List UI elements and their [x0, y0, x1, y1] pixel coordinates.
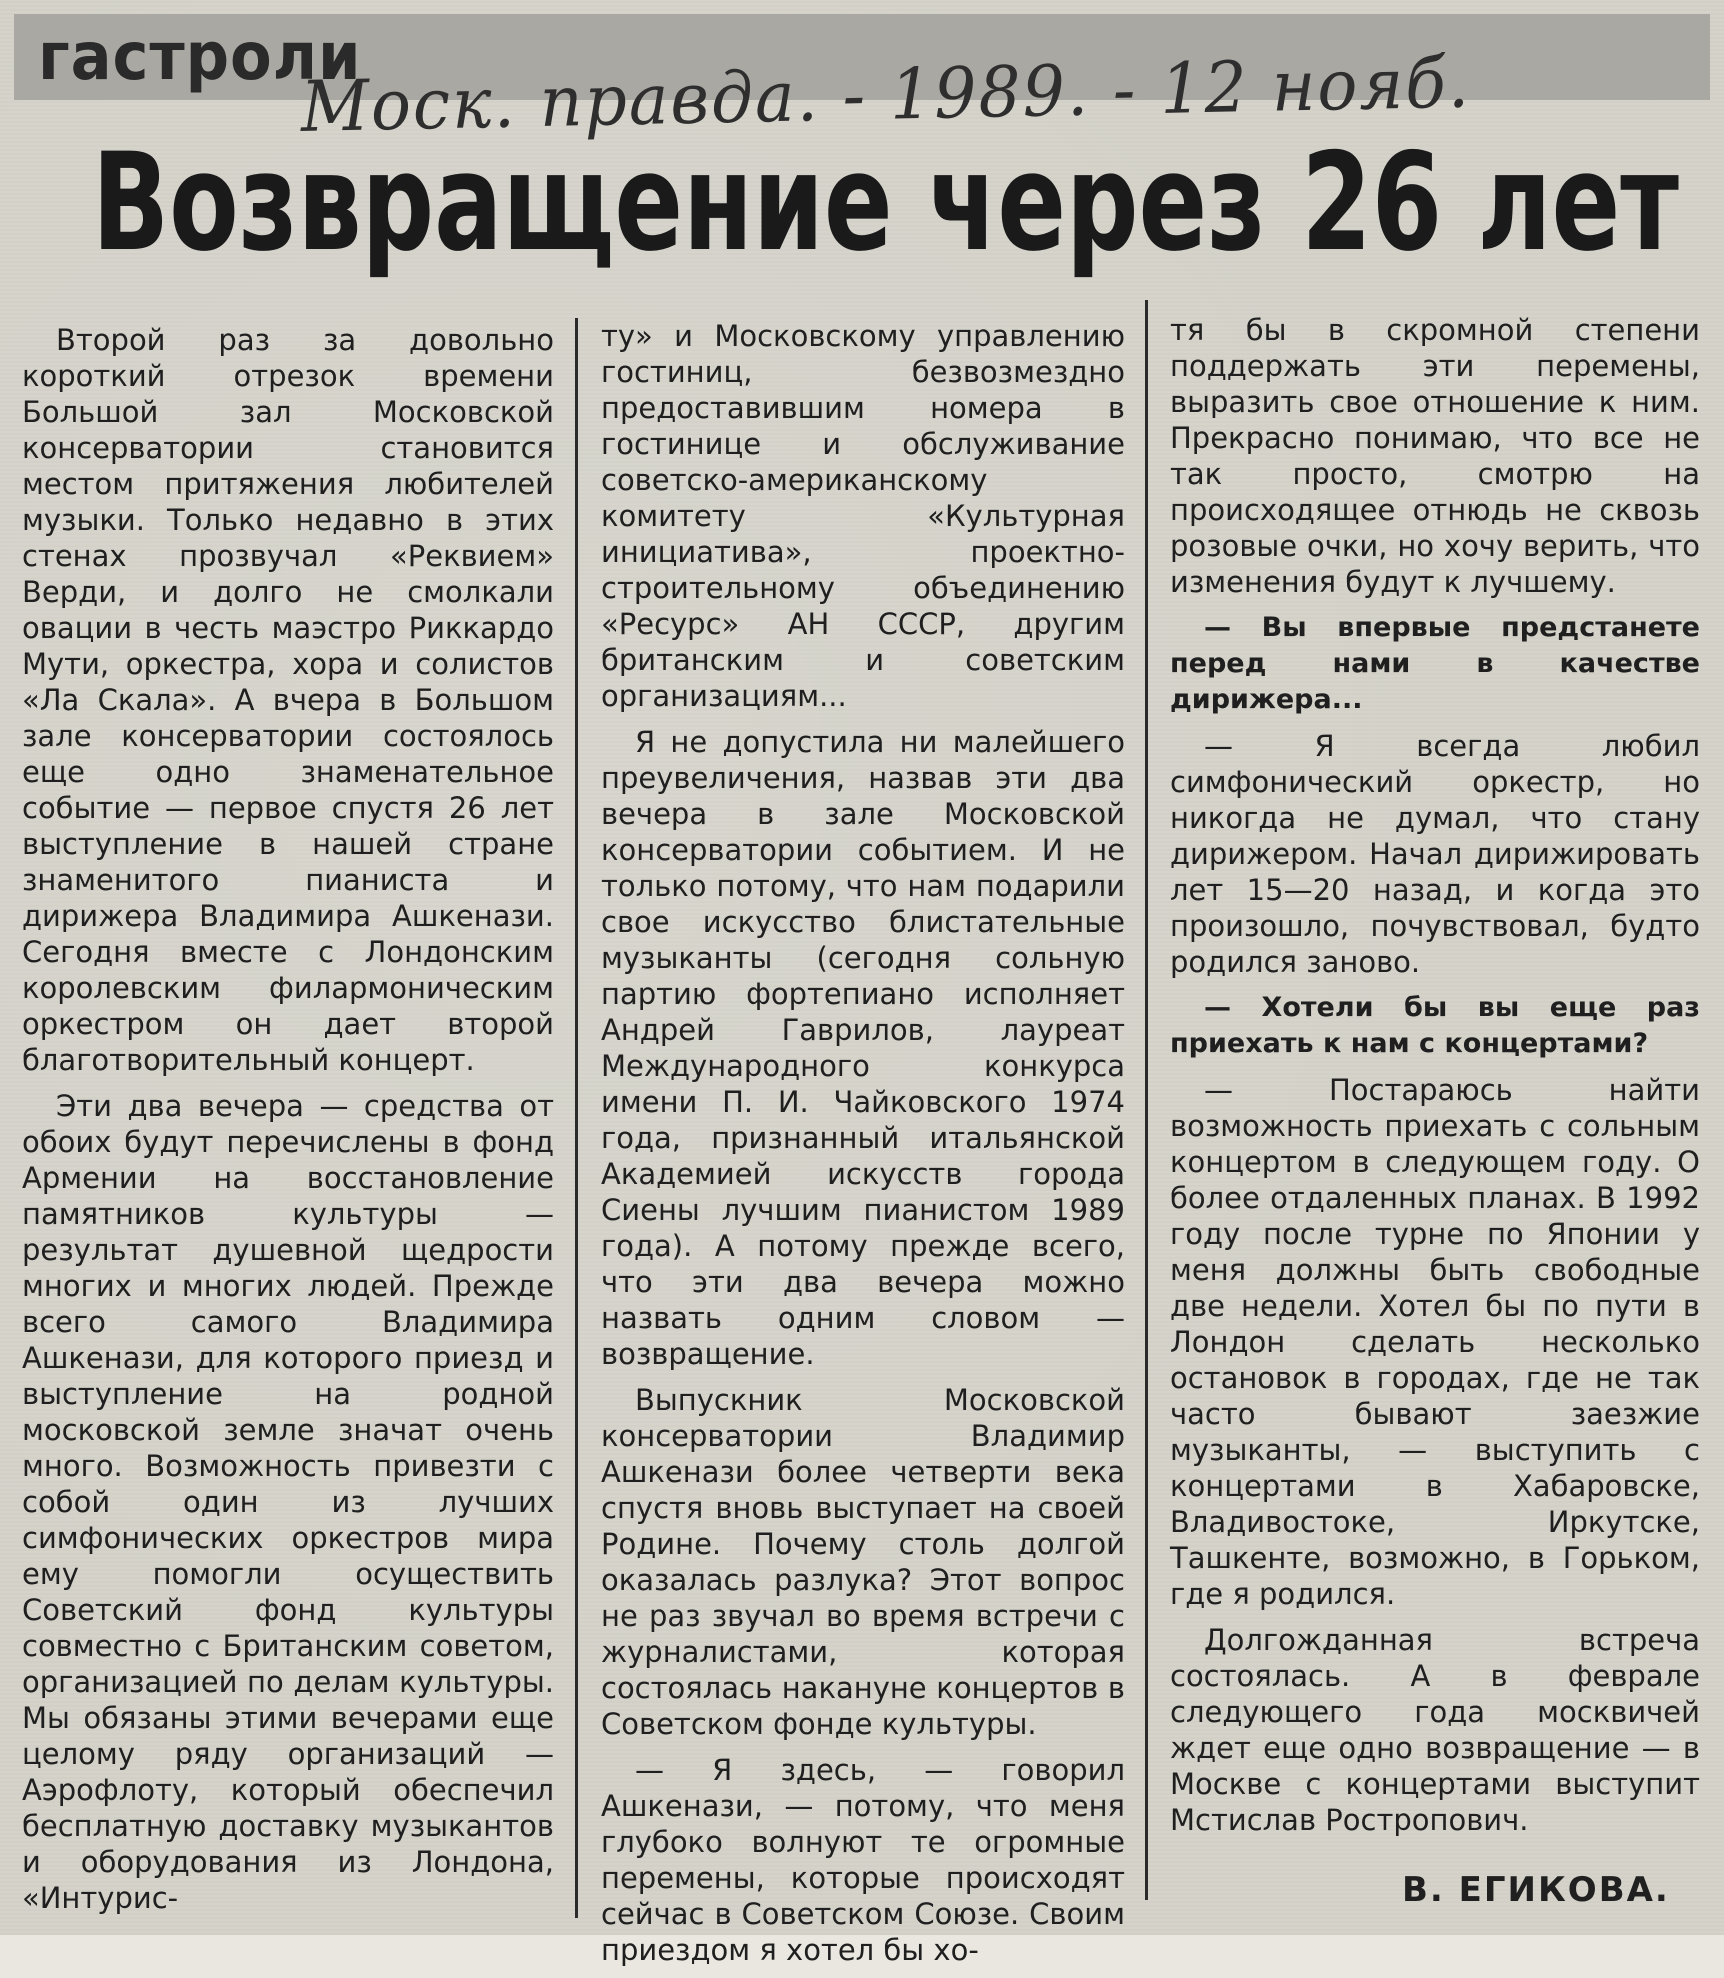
article-column-2	[601, 318, 1125, 1978]
paragraph: — Я всегда любил симфонический оркестр, но никогда не думал, что стану дирижером. Начал дирижировать лет 15—20 назад, и когда это произошло, почувствовал, будто родился заново.	[1170, 729, 1700, 979]
paragraph: — Постараюсь найти возможность приехать с сольным концертом в следующем году. О более отдаленных планах. В 1992 году после турне по Японии у меня должны быть свободные две недели. Хотел бы по пути в Лондон сделать несколько остановок в городах, где не так часто бывают заезжие музыканты, — выступить с концертами в Хабаровске, Владивостоке, Иркутске, Ташкенте, возможно, в Горьком, где я родился.	[1170, 1073, 1700, 1611]
paragraph: Я не допустила ни малейшего преувеличения, назвав эти два вечера в зале Московской консерватории событием. И не только потому, что нам подарили свое искусство блистательные музыканты (сегодня сольную партию фортепиано исполняет Андрей Гаврилов, лауреат Международного конкурса имени П. И. Чайковского 1974 года, признанный итальянской Академией искусств города Сиены лучшим пианистом 1989 года). А потому прежде всего, что эти два вечера можно назвать одним словом — возвращение.	[601, 725, 1125, 1371]
paragraph: ту» и Московскому управлению гостиниц, безвозмездно предоставившим номера в гостинице и обслуживание советско-американскому комитету «Культурная инициатива», проектно-строительному объединению «Ресурс» АН СССР, другим британским и советским организациям...	[601, 319, 1125, 713]
paragraph: Долгожданная встреча состоялась. А в феврале следующего года москвичей ждет еще одно возвращение — в Москве с концертами выступит Мстислав Ростропович.	[1170, 1623, 1700, 1837]
rubric-label: гастроли	[38, 18, 362, 95]
paragraph: тя бы в скромной степени поддержать эти перемены, выразить свое отношение к ним. Прекрасно понимаю, что все не так просто, смотрю на происходящее отнюдь не сквозь розовые очки, но хочу верить, что изменения будут к лучшему.	[1170, 313, 1700, 599]
handwritten-source-note: Моск. правда. - 1989. - 12 нояб.	[300, 41, 1472, 148]
paragraph: Второй раз за довольно короткий отрезок времени Большой зал Московской консерватории становится местом притяжения любителей музыки. Только недавно в этих стенах прозвучал «Реквием» Верди, и долго не смолкали овации в честь маэстро Риккардо Мути, оркестра, хора и солистов «Ла Скала». А вчера в Большом зале консерватории состоялось еще одно знаменательное событие — первое спустя 26 лет выступление в нашей стране знаменитого пианиста и дирижера Владимира Ашкенази. Сегодня вместе с Лондонским королевским филармоническим оркестром он дает второй благотворительный концерт.	[22, 323, 554, 1077]
headline: Возвращение через 26 лет	[92, 124, 1679, 281]
column-divider	[575, 318, 578, 1918]
paragraph: Выпускник Московской консерватории Владимир Ашкенази более четверти века спустя вновь выступает на своей Родине. Почему столь долгой оказалась разлука? Этот вопрос не раз звучал во время встречи с журналистами, которая состоялась накануне концертов в Советском фонде культуры.	[601, 1383, 1125, 1741]
paragraph: — Я здесь, — говорил Ашкенази, — потому, что меня глубоко волнуют те огромные перемены, которые происходят сейчас в Советском Союзе. Своим приездом я хотел бы хо-	[601, 1753, 1125, 1967]
interview-question: — Вы впервые предстанете перед нами в качестве дирижера...	[1170, 612, 1700, 715]
paragraph: Эти два вечера — средства от обоих будут перечислены в фонд Армении на восстановление памятников культуры — результат душевной щедрости многих и многих людей. Прежде всего самого Владимира Ашкенази, для которого приезд и выступление на родной московской земле значат очень много. Возможность привезти с собой один из лучших симфонических оркестров мира ему помогли осуществить Советский фонд культуры совместно с Британским советом, организацией по делам культуры. Мы обязаны этими вечерами еще целому ряду организаций — Аэрофлоту, который обеспечил бесплатную доставку музыкантов и оборудования из Лондона, «Интурис-	[22, 1089, 554, 1915]
interview-question: — Хотели бы вы еще раз приехать к нам с концертами?	[1170, 992, 1700, 1059]
author-signature: В. ЕГИКОВА.	[1402, 1870, 1670, 1910]
column-divider	[1145, 300, 1148, 1900]
article-column-1	[22, 322, 554, 1926]
article-column-3	[1170, 312, 1700, 1848]
